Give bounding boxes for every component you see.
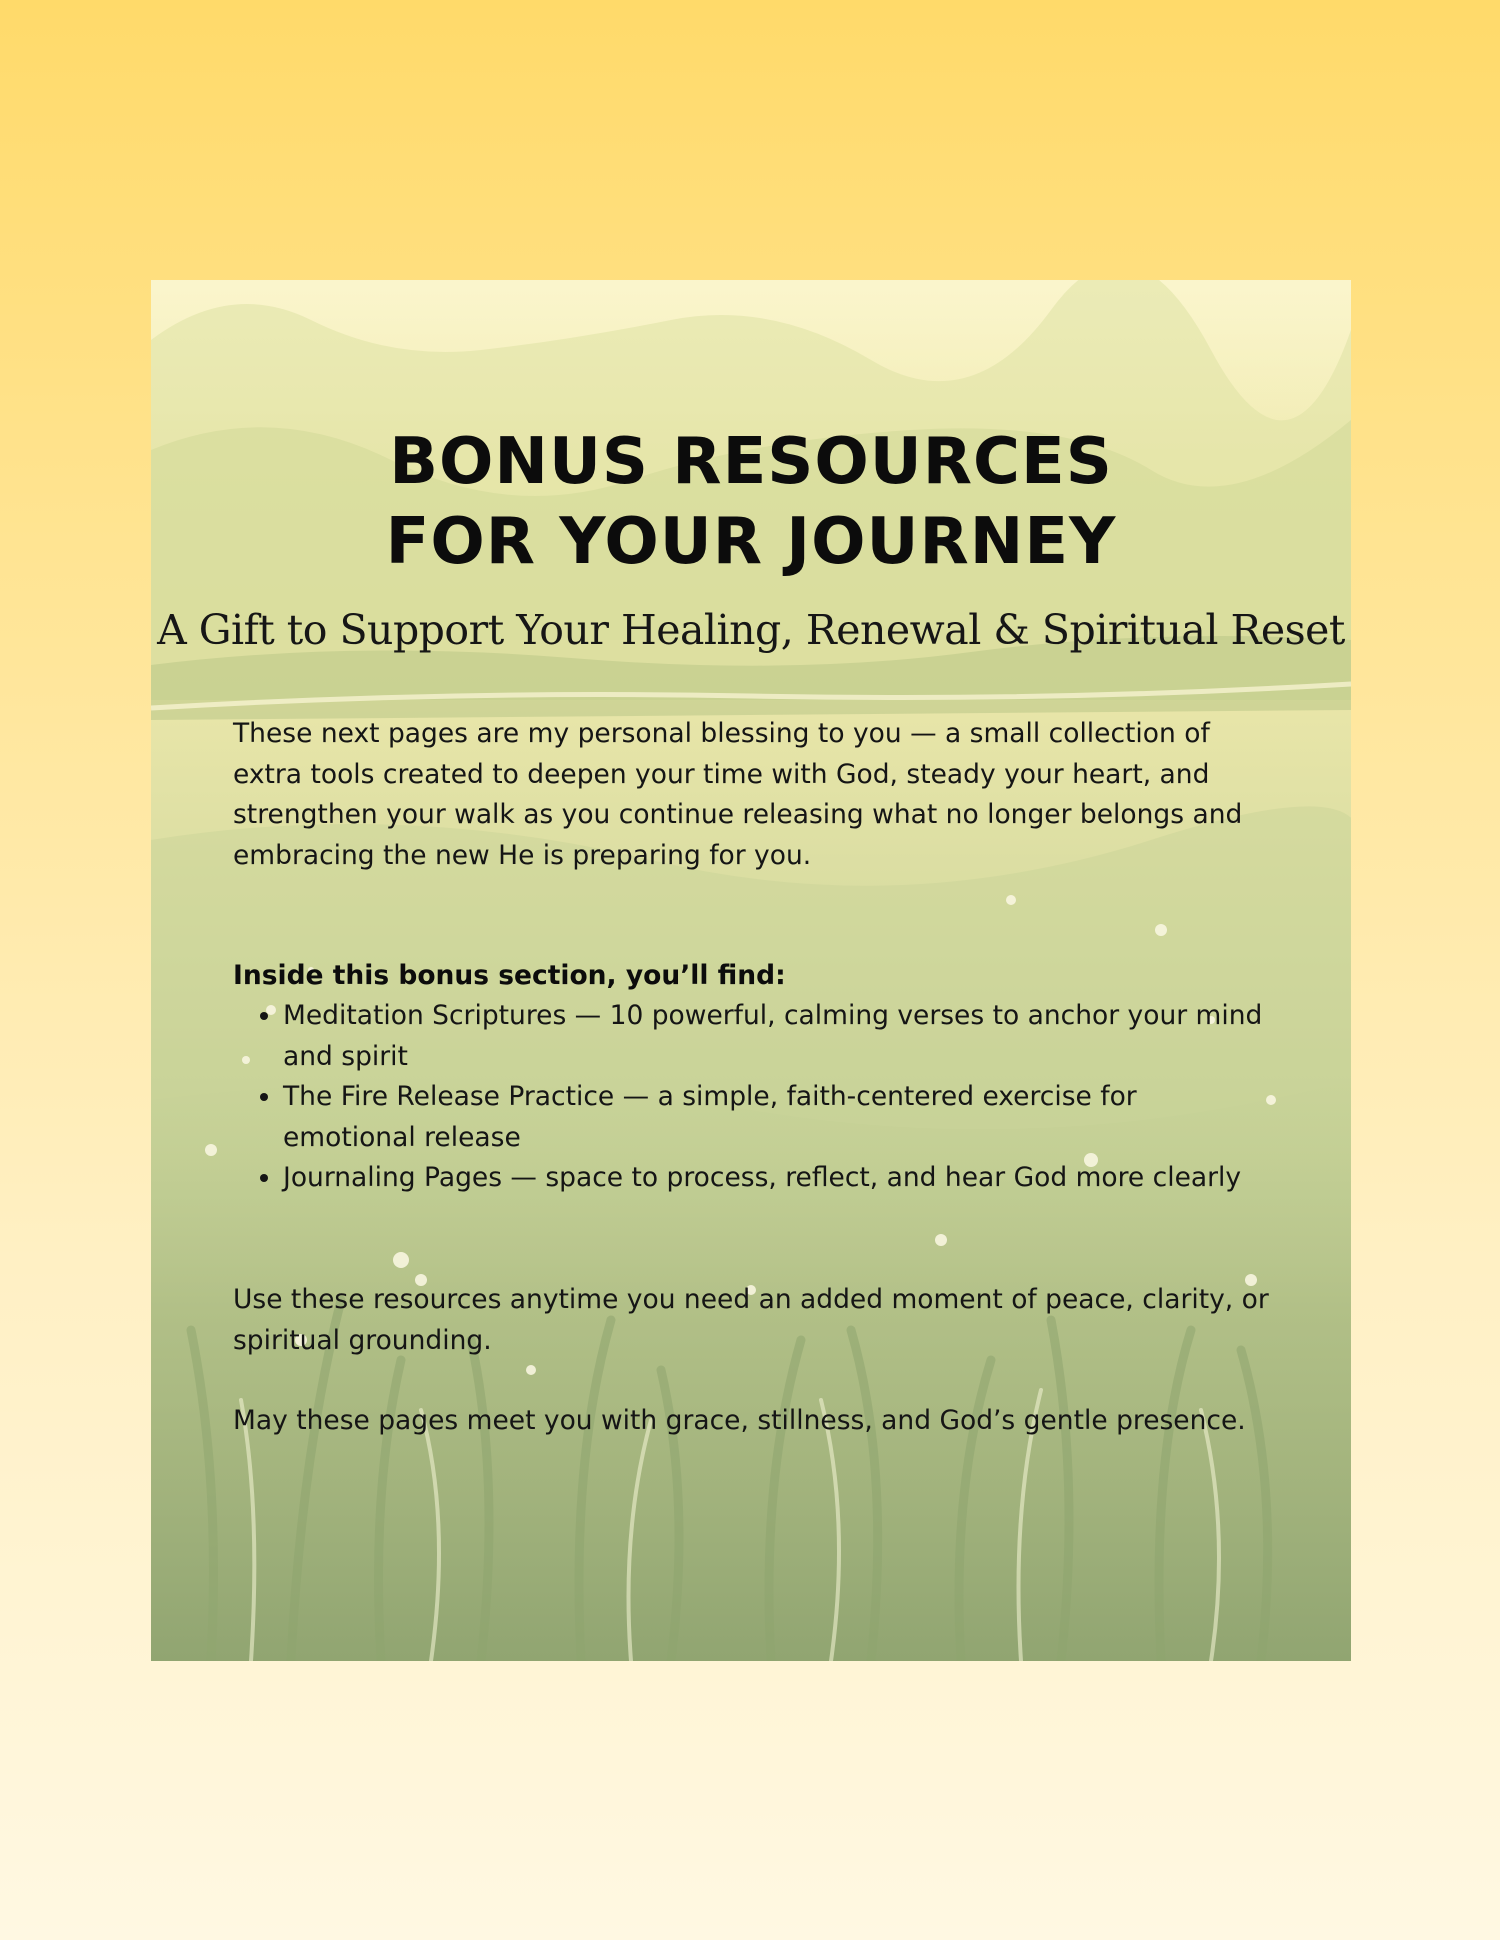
- card-content: [151, 280, 1351, 1661]
- list-item: • Journaling Pages — space to process, reflect, and hear God more clearly: [283, 1158, 1273, 1199]
- closing-paragraph-2: May these pages meet you with grace, stillness, and God’s gentle presence.: [233, 1405, 1246, 1436]
- bonus-list-heading: Inside this bonus section, you’ll find:: [233, 960, 786, 991]
- page-title: [151, 422, 1351, 582]
- intro-paragraph: These next pages are my personal blessing to you — a small collection of extra tools created to deepen your time with God, steady your heart, and strengthen your walk as you continue releasing what no longer belongs and embracing the new He is preparing for you.: [233, 718, 1243, 871]
- title-line-2: FOR YOUR JOURNEY: [385, 505, 1117, 579]
- title-line-1: BONUS RESOURCES: [389, 425, 1113, 499]
- closing-paragraph-1: Use these resources anytime you need an added moment of peace, clarity, or spiritual grounding.: [233, 1284, 1269, 1356]
- list-item: • The Fire Release Practice — a simple, faith-centered exercise for emotional release: [283, 1077, 1273, 1158]
- subtitle: A Gift to Support Your Healing, Renewal & Spiritual Reset: [157, 606, 1345, 654]
- list-item: • Meditation Scriptures — 10 powerful, calming verses to anchor your mind and spirit: [283, 996, 1273, 1077]
- watercolor-meadow-card: [151, 280, 1351, 1661]
- bonus-list: [233, 996, 1273, 1199]
